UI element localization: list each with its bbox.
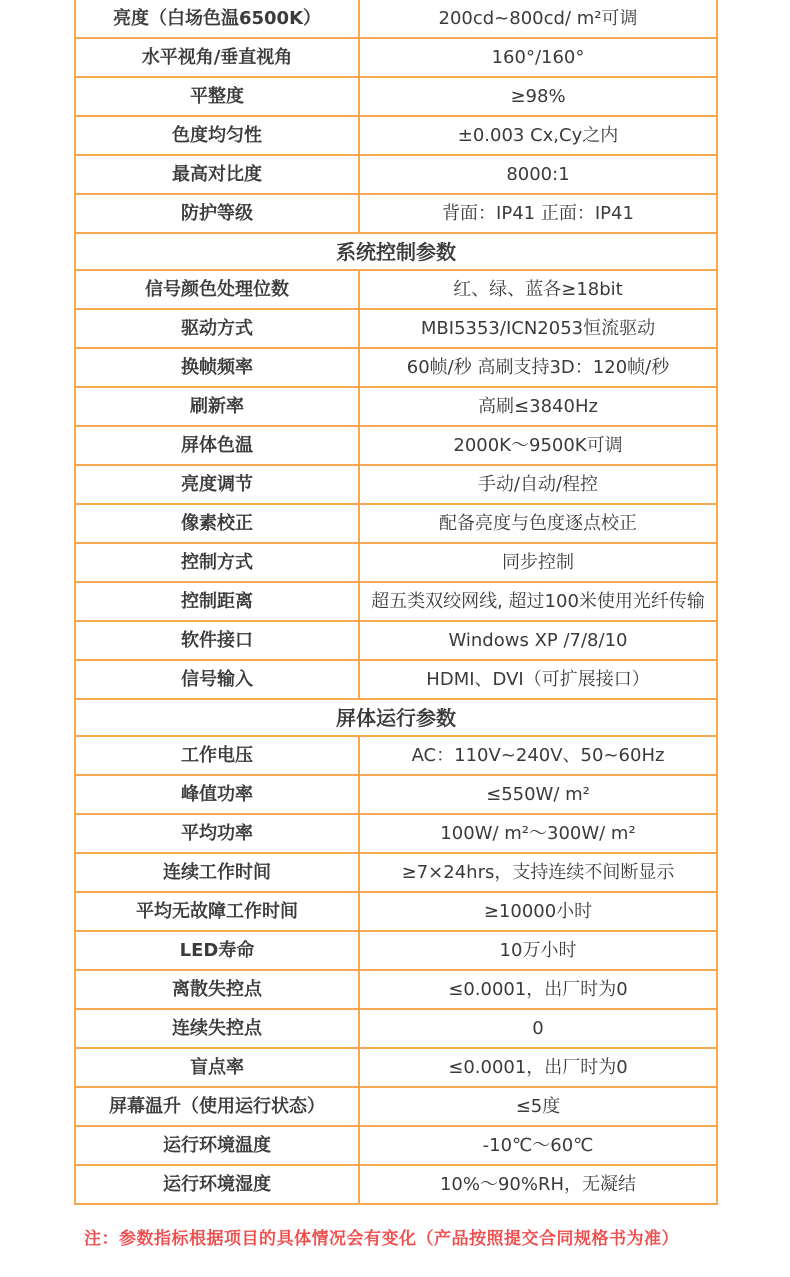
spec-value: 200cd~800cd/ m²可调 bbox=[359, 0, 717, 38]
table-row bbox=[75, 348, 717, 387]
table-row bbox=[75, 931, 717, 970]
table-row bbox=[75, 77, 717, 116]
table-row bbox=[75, 1165, 717, 1204]
spec-value: HDMI、DVI（可扩展接口） bbox=[359, 660, 717, 699]
spec-label: 水平视角/垂直视角 bbox=[75, 38, 359, 77]
spec-value: 0 bbox=[359, 1009, 717, 1048]
spec-value: 160°/160° bbox=[359, 38, 717, 77]
spec-label: 控制方式 bbox=[75, 543, 359, 582]
spec-label: 亮度（白场色温6500K） bbox=[75, 0, 359, 38]
spec-value: 超五类双绞网线, 超过100米使用光纤传输 bbox=[359, 582, 717, 621]
spec-value: ≤550W/ m² bbox=[359, 775, 717, 814]
spec-label: 运行环境湿度 bbox=[75, 1165, 359, 1204]
table-row bbox=[75, 465, 717, 504]
table-row bbox=[75, 270, 717, 309]
spec-value: 背面：IP41 正面：IP41 bbox=[359, 194, 717, 233]
table-row bbox=[75, 1009, 717, 1048]
spec-label: 刷新率 bbox=[75, 387, 359, 426]
section-header-label: 屏体运行参数 bbox=[75, 699, 717, 736]
spec-label: 平均无故障工作时间 bbox=[75, 892, 359, 931]
table-row bbox=[75, 1048, 717, 1087]
spec-label: 信号颜色处理位数 bbox=[75, 270, 359, 309]
spec-label: 运行环境温度 bbox=[75, 1126, 359, 1165]
table-row bbox=[75, 194, 717, 233]
spec-value: 10万小时 bbox=[359, 931, 717, 970]
table-row bbox=[75, 0, 717, 38]
spec-label: 色度均匀性 bbox=[75, 116, 359, 155]
table-row bbox=[75, 1087, 717, 1126]
table-row bbox=[75, 853, 717, 892]
spec-label: 离散失控点 bbox=[75, 970, 359, 1009]
spec-value: AC：110V~240V、50~60Hz bbox=[359, 736, 717, 775]
spec-value: ≥98% bbox=[359, 77, 717, 116]
spec-value: 8000:1 bbox=[359, 155, 717, 194]
spec-label: 盲点率 bbox=[75, 1048, 359, 1087]
table-row bbox=[75, 814, 717, 853]
spec-value: 红、绿、蓝各≥18bit bbox=[359, 270, 717, 309]
spec-label: 换帧频率 bbox=[75, 348, 359, 387]
table-row bbox=[75, 621, 717, 660]
spec-value: ≥10000小时 bbox=[359, 892, 717, 931]
spec-value: 10%～90%RH，无凝结 bbox=[359, 1165, 717, 1204]
spec-label: 峰值功率 bbox=[75, 775, 359, 814]
spec-value: ≥7×24hrs，支持连续不间断显示 bbox=[359, 853, 717, 892]
table-row bbox=[75, 543, 717, 582]
table-row bbox=[75, 892, 717, 931]
table-row bbox=[75, 309, 717, 348]
spec-table bbox=[74, 0, 718, 1205]
table-row bbox=[75, 1126, 717, 1165]
section-header-row bbox=[75, 233, 717, 270]
table-row bbox=[75, 116, 717, 155]
spec-label: 软件接口 bbox=[75, 621, 359, 660]
spec-value: ±0.003 Cx,Cy之内 bbox=[359, 116, 717, 155]
spec-value: 100W/ m²～300W/ m² bbox=[359, 814, 717, 853]
section-header-label: 系统控制参数 bbox=[75, 233, 717, 270]
spec-label: LED寿命 bbox=[75, 931, 359, 970]
table-row bbox=[75, 387, 717, 426]
spec-label: 平均功率 bbox=[75, 814, 359, 853]
spec-label: 平整度 bbox=[75, 77, 359, 116]
table-row bbox=[75, 775, 717, 814]
spec-label: 屏体色温 bbox=[75, 426, 359, 465]
spec-value: ≤0.0001，出厂时为0 bbox=[359, 1048, 717, 1087]
spec-label: 控制距离 bbox=[75, 582, 359, 621]
spec-value: -10℃～60℃ bbox=[359, 1126, 717, 1165]
spec-value: 手动/自动/程控 bbox=[359, 465, 717, 504]
spec-value: ≤5度 bbox=[359, 1087, 717, 1126]
section-header-row bbox=[75, 699, 717, 736]
spec-label: 工作电压 bbox=[75, 736, 359, 775]
spec-label: 连续工作时间 bbox=[75, 853, 359, 892]
spec-value: 同步控制 bbox=[359, 543, 717, 582]
table-row bbox=[75, 582, 717, 621]
spec-label: 像素校正 bbox=[75, 504, 359, 543]
spec-table-body bbox=[75, 0, 717, 1204]
table-row bbox=[75, 504, 717, 543]
spec-note: 注：参数指标根据项目的具体情况会有变化（产品按照提交合同规格书为准） bbox=[84, 1229, 679, 1249]
spec-value: 高刷≤3840Hz bbox=[359, 387, 717, 426]
table-row bbox=[75, 660, 717, 699]
spec-label: 亮度调节 bbox=[75, 465, 359, 504]
table-row bbox=[75, 970, 717, 1009]
spec-value: ≤0.0001，出厂时为0 bbox=[359, 970, 717, 1009]
table-row bbox=[75, 38, 717, 77]
spec-value: 60帧/秒 高刷支持3D：120帧/秒 bbox=[359, 348, 717, 387]
spec-label: 信号输入 bbox=[75, 660, 359, 699]
spec-label: 最高对比度 bbox=[75, 155, 359, 194]
spec-label: 防护等级 bbox=[75, 194, 359, 233]
spec-label: 连续失控点 bbox=[75, 1009, 359, 1048]
spec-label: 驱动方式 bbox=[75, 309, 359, 348]
spec-label: 屏幕温升（使用运行状态） bbox=[75, 1087, 359, 1126]
table-row bbox=[75, 736, 717, 775]
spec-value: 2000K～9500K可调 bbox=[359, 426, 717, 465]
table-row bbox=[75, 155, 717, 194]
spec-value: 配备亮度与色度逐点校正 bbox=[359, 504, 717, 543]
spec-value: Windows XP /7/8/10 bbox=[359, 621, 717, 660]
table-row bbox=[75, 426, 717, 465]
spec-value: MBI5353/ICN2053恒流驱动 bbox=[359, 309, 717, 348]
